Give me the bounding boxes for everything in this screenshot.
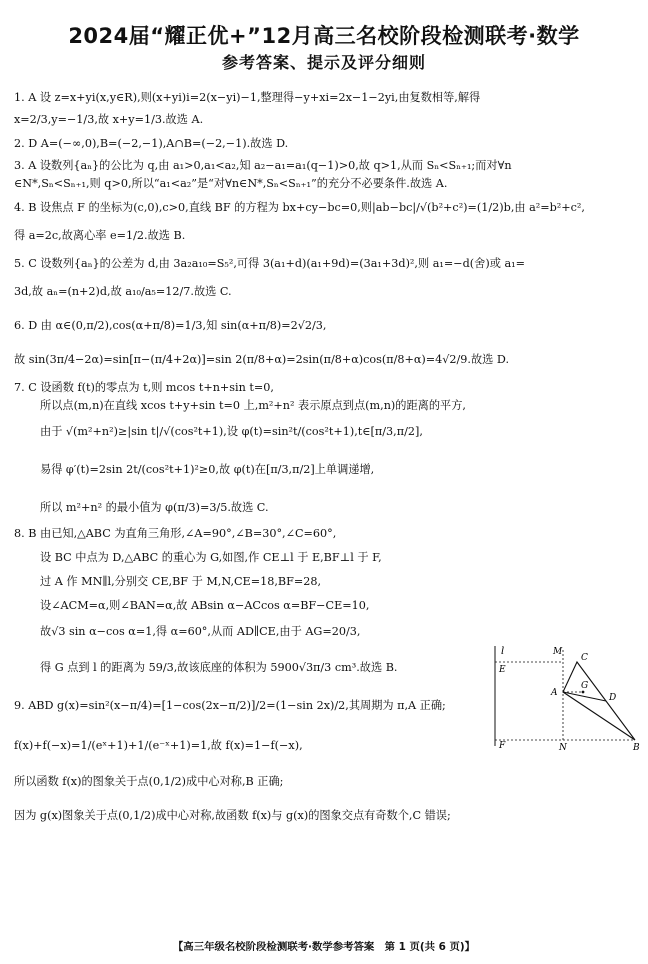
solution-line: 4. B 设焦点 F 的坐标为(c,0),c>0,直线 BF 的方程为 bx+cy−bc=0,则|ab−bc|/√(b²+c²)=(1/2)b,由 a²=b²+c², <box>14 201 585 214</box>
label-C: C <box>581 653 588 663</box>
solution-line: x=2/3,y=−1/3,故 x+y=1/3.故选 A. <box>14 113 204 126</box>
solution-line: 因为 g(x)图象关于点(0,1/2)成中心对称,故函数 f(x)与 g(x)的图象交点有奇数个,C 错误; <box>14 809 451 822</box>
solution-line: 8. B 由已知,△ABC 为直角三角形,∠A=90°,∠B=30°,∠C=60°, <box>14 527 337 540</box>
solution-line: 设 BC 中点为 D,△ABC 的重心为 G,如图,作 CE⊥l 于 E,BF⊥l 于 F, <box>40 551 382 564</box>
solution-line: 故 sin(3π/4−2α)=sin[π−(π/4+2α)]=sin 2(π/8+α)=2sin(π/8+α)cos(π/8+α)=4√2/9.故选 D. <box>14 353 510 366</box>
solution-line: 所以函数 f(x)的图象关于点(0,1/2)成中心对称,B 正确; <box>14 775 284 788</box>
page-subtitle: 参考答案、提示及评分细则 <box>221 53 426 72</box>
solution-line: 6. D 由 α∈(0,π/2),cos(α+π/8)=1/3,知 sin(α+π/8)=2√2/3, <box>14 319 327 332</box>
solution-line: 得 a=2c,故离心率 e=1/2.故选 B. <box>14 229 186 242</box>
solution-line: 3d,故 aₙ=(n+2)d,故 a₁₀/a₅=12/7.故选 C. <box>14 285 232 298</box>
solution-line: 由于 √(m²+n²)≥|sin t|/√(cos²t+1),设 φ(t)=sin²t/(cos²t+1),t∈[π/3,π/2], <box>40 425 423 438</box>
solution-line: 易得 φ′(t)=2sin 2t/(cos²t+1)²≥0,故 φ(t)在[π/3,π/2]上单调递增, <box>40 463 375 476</box>
page-title: 2024届“耀正优+”12月高三名校阶段检测联考·数学 <box>68 24 580 48</box>
triangle-ABC <box>563 662 635 740</box>
solution-line: 所以点(m,n)在直线 xcos t+y+sin t=0 上,m²+n² 表示原点到点(m,n)的距离的平方, <box>40 399 466 412</box>
label-l: l <box>501 646 505 657</box>
label-N: N <box>559 743 567 752</box>
solution-line: f(x)+f(−x)=1/(eˣ+1)+1/(e⁻ˣ+1)=1,故 f(x)=1−f(−x), <box>14 739 303 752</box>
label-A: A <box>551 688 558 698</box>
solution-line: 设∠ACM=α,则∠BAN=α,故 ABsin α−ACcos α=BF−CE=10, <box>40 599 370 612</box>
solution-line: 所以 m²+n² 的最小值为 φ(π/3)=3/5.故选 C. <box>40 501 269 514</box>
page-footer: 【高三年级名校阶段检测联考·数学参考答案 第 1 页(共 6 页)】 <box>172 941 476 953</box>
label-D: D <box>609 693 617 703</box>
solution-line: 故√3 sin α−cos α=1,得 α=60°,从而 AD∥CE,由于 AG=20/3, <box>40 625 361 638</box>
solution-line: 7. C 设函数 f(t)的零点为 t,则 mcos t+n+sin t=0, <box>14 381 274 394</box>
solution-line: ∈N*,Sₙ<Sₙ₊₁,则 q>0,所以“a₁<a₂”是“对∀n∈N*,Sₙ<Sₙ₊₁”的充分不必要条件.故选 A. <box>14 177 448 190</box>
solution-line: 得 G 点到 l 的距离为 59/3,故该底座的体积为 5900√3π/3 cm³.故选 B. <box>40 661 398 674</box>
geometry-figure <box>485 640 645 752</box>
solution-line: 2. D A=(−∞,0),B=(−2,−1),A∩B=(−2,−1).故选 D. <box>14 137 289 150</box>
solution-line: 3. A 设数列{aₙ}的公比为 q,由 a₁>0,a₁<a₂,知 a₂−a₁=a₁(q−1)>0,故 q>1,从而 Sₙ<Sₙ₊₁;而对∀n <box>14 159 512 172</box>
label-G: G <box>581 681 589 691</box>
label-B: B <box>633 743 640 752</box>
label-M: M <box>553 647 563 657</box>
solution-line: 1. A 设 z=x+yi(x,y∈R),则(x+yi)i=2(x−yi)−1,整理得−y+xi=2x−1−2yi,由复数相等,解得 <box>14 91 481 104</box>
solution-line: 9. ABD g(x)=sin²(x−π/4)=[1−cos(2x−π/2)]/2=(1−sin 2x)/2,其周期为 π,A 正确; <box>14 699 446 712</box>
solution-line: 过 A 作 MN∥l,分别交 CE,BF 于 M,N,CE=18,BF=28, <box>40 575 322 588</box>
solution-line: 5. C 设数列{aₙ}的公差为 d,由 3a₂a₁₀=S₅²,可得 3(a₁+d)(a₁+9d)=(3a₁+3d)²,则 a₁=−d(舍)或 a₁= <box>14 257 525 270</box>
label-E: E <box>499 665 506 675</box>
point-G <box>582 691 585 694</box>
label-F: F <box>499 741 506 751</box>
